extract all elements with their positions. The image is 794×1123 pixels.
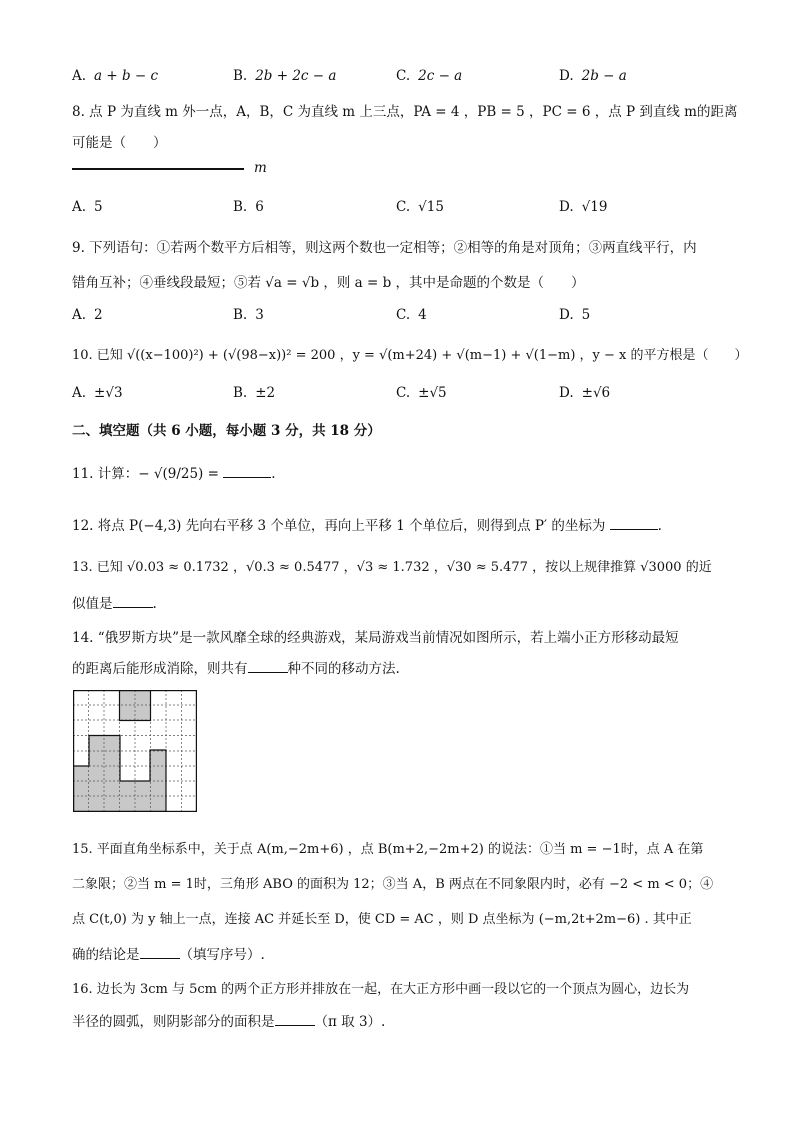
q13-answer-blank[interactable] [113,595,153,608]
q14-answer-blank[interactable] [248,660,288,673]
q16-stem-line1: 16. 边长为 3cm 与 5cm 的两个正方形并排放在一起，在大正方形中画一段以它的一个顶点为圆心，边长为 [72,982,690,997]
q7-options [72,68,732,88]
q7-option-c: C. 2c − a [396,68,463,84]
q8-options [72,199,732,219]
q8-option-c: C. √15 [396,199,444,215]
q13-stem-line1: 13. 已知 √0.03 ≈ 0.1732 ，√0.3 ≈ 0.5477 ，√3 ≈ 1.732 ，√30 ≈ 5.477 ，按以上规律推算 √3000 的近 [72,560,712,575]
q15-stem-line3: 点 C(t,0) 为 y 轴上一点，连接 AC 并延长至 D，使 CD = AC ，则 D 点坐标为 (−m,2t+2m−6) . 其中正 [72,912,692,927]
q13-line2 [72,592,157,612]
q9-option-d: D. 5 [559,307,591,323]
section-heading-fill-in: 二、填空题（共 6 小题，每小题 3 分，共 18 分） [72,423,381,439]
q16-text: 半径的圆弧，则阴影部分的面积是 [72,1014,275,1030]
q7-option-d: D. 2b − a [559,68,627,84]
q8-stem-line2: 可能是（ ） [72,135,167,151]
q11-answer-blank[interactable] [223,465,271,478]
q9-stem-line1: 9. 下列语句：①若两个数平方后相等，则这两个数也一定相等；②相等的角是对顶角；③两直线平行，内 [72,240,697,256]
q13-suffix: . [152,596,157,612]
line-m-label: m [254,160,267,176]
q10-options [72,385,732,405]
q10-option-d: D. ±√6 [559,385,611,401]
q14-suffix: 种不同的移动方法. [287,661,400,677]
q11 [72,462,276,482]
q10-option-a: A. ±√3 [72,385,123,401]
q14-line2 [72,657,400,677]
q9-options [72,307,732,327]
q8-option-b: B. 6 [233,199,264,215]
q16-answer-blank[interactable] [275,1013,315,1026]
q9-stem-line2: 错角互补；④垂线段最短；⑤若 √a = √b ，则 a = b ，其中是命题的个数是（ ） [72,275,585,291]
q14-stem-line1: 14. “俄罗斯方块”是一款风靡全球的经典游戏，某局游戏当前情况如图所示，若上端小正方形移动最短 [72,630,679,646]
bottom-block-tall [89,735,120,811]
line-m [72,168,244,170]
q12-suffix: . [657,518,662,534]
q8-option-a: A. 5 [72,199,103,215]
q8-option-d: D. √19 [559,199,608,215]
bottom-block-right [150,750,166,811]
q9-option-a: A. 2 [72,307,103,323]
q10-stem: 10. 已知 √((x−100)²) + (√(98−x))² = 200 ，y = √(m+24) + √(m−1) + √(1−m) ，y − x 的平方根是（ ） [72,348,748,363]
q9-option-b: B. 3 [233,307,264,323]
q16-suffix: （π 取 3）. [314,1014,386,1030]
q16-line2 [72,1010,385,1030]
q15-suffix: （填写序号）. [179,947,265,963]
q8-stem-line1: 8. 点 P 为直线 m 外一点，A，B，C 为直线 m 上三点，PA = 4 ，PB = 5 ，PC = 6 ，点 P 到直线 m的距离 [72,104,738,120]
bottom-block-left [73,766,89,811]
q15-line4 [72,943,265,963]
q12 [72,514,662,534]
q15-text: 确的结论是 [72,947,140,963]
q15-stem-line1: 15. 平面直角坐标系中，关于点 A(m,−2m+6) ，点 B(m+2,−2m+2) 的说法：①当 m = −1时，点 A 在第 [72,842,704,857]
q14-text: 的距离后能形成消除，则共有 [72,661,248,677]
q7-option-b: B. 2b + 2c − a [233,68,337,84]
q15-stem-line2: 二象限；②当 m = 1时，三角形 ABO 的面积为 12；③当 A，B 两点在不同象限内时，必有 −2 < m < 0；④ [72,877,714,892]
q11-suffix: . [271,466,276,482]
q7-option-a: A. a + b − c [72,68,159,84]
q10-option-b: B. ±2 [233,385,276,401]
q12-text: 12. 将点 P(−4,3) 先向右平移 3 个单位，再向上平移 1 个单位后，则得到点 P′ 的坐标为 [72,518,606,534]
q12-answer-blank[interactable] [610,517,658,530]
q11-text: 11. 计算：− √(9/25) = [72,466,219,482]
q15-answer-blank[interactable] [140,946,180,959]
q13-text: 似值是 [72,596,113,612]
q9-option-c: C. 4 [396,307,427,323]
q10-option-c: C. ±√5 [396,385,447,401]
tetris-grid-figure [73,690,197,812]
